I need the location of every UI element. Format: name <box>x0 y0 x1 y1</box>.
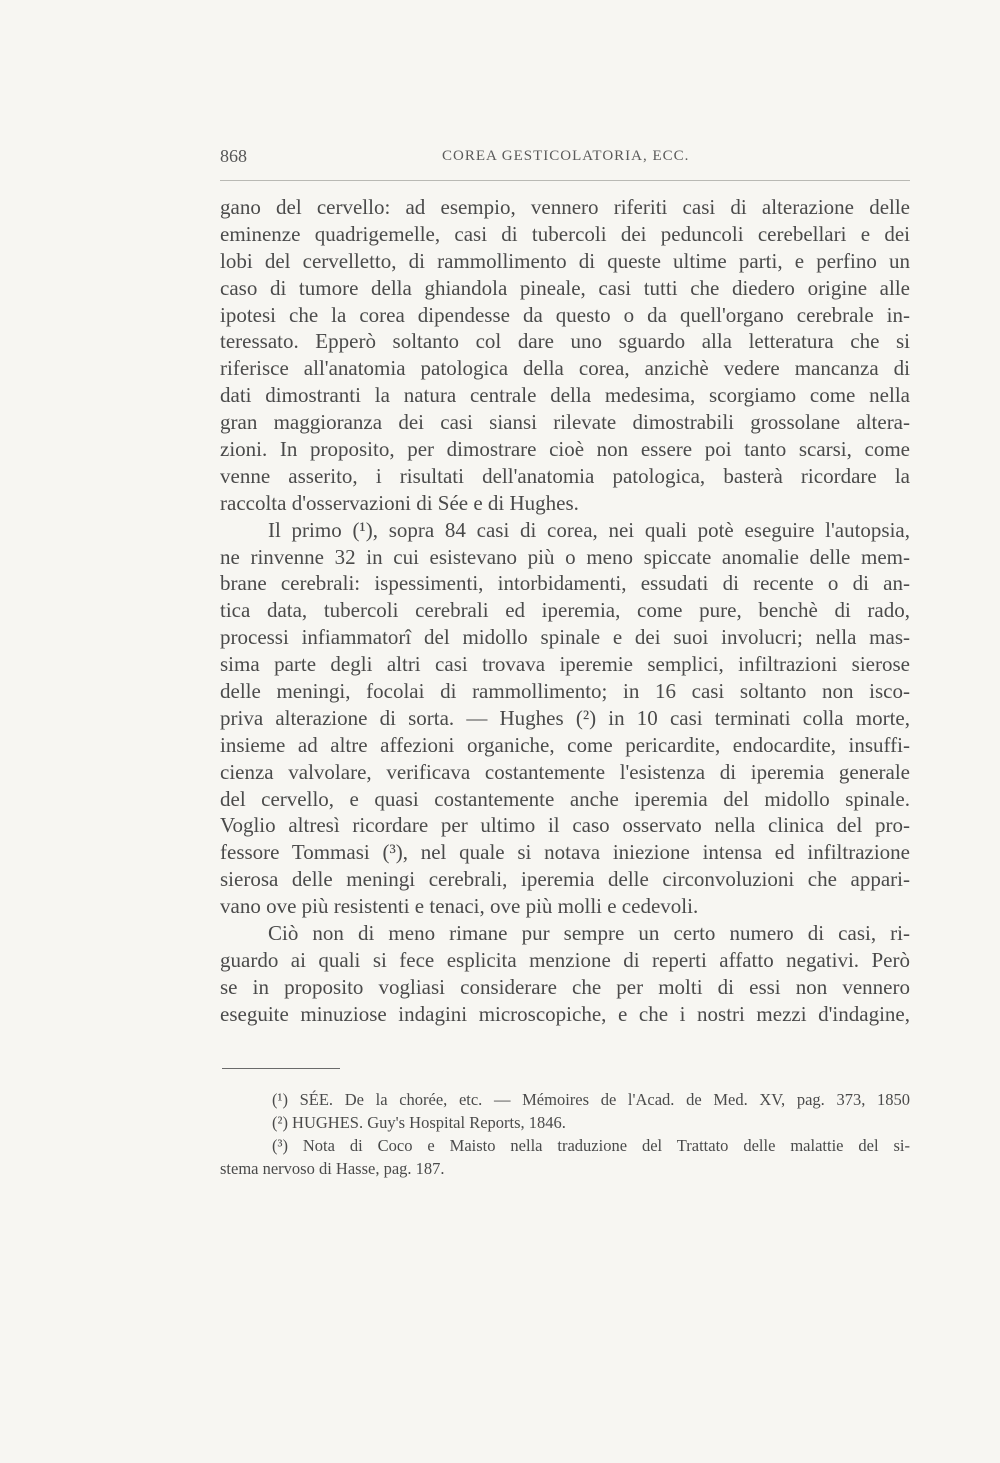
footnotes <box>220 1088 910 1180</box>
text-line: dati dimostranti la natura centrale della medesima, scorgiamo come nella <box>220 383 910 408</box>
text-line: venne asserito, i risultati dell'anatomia patologica, basterà ricordare la <box>220 463 910 488</box>
text-line: caso di tumore della ghiandola pineale, casi tutti che diedero origine alle <box>220 275 910 300</box>
text-line: brane cerebrali: ispessimenti, intorbidamenti, essudati di recente o di an- <box>220 571 910 596</box>
footnote-continuation: stema nervoso di Hasse, pag. 187. <box>220 1159 445 1178</box>
text-line: fessore Tommasi (³), nel quale si notava iniezione intensa ed infiltrazione <box>220 840 910 865</box>
text-line: ne rinvenne 32 in cui esistevano più o meno spiccate anomalie delle mem- <box>220 544 910 569</box>
text-line: Ciò non di meno rimane pur sempre un certo numero di casi, ri- <box>268 921 910 946</box>
text-line: guardo ai quali si fece esplicita menzione di reperti affatto negativi. Però <box>220 947 910 972</box>
text-line: vano ove più resistenti e tenaci, ove più molli e cedevoli. <box>220 894 699 919</box>
text-line: sierosa delle meningi cerebrali, iperemia delle circonvoluzioni che appari- <box>220 867 910 892</box>
body-text <box>220 194 910 1028</box>
page-header <box>220 146 910 181</box>
text-line: Voglio altresì ricordare per ultimo il caso osservato nella clinica del pro- <box>220 813 910 838</box>
text-line: riferisce all'anatomia patologica della corea, anzichè vedere mancanza di <box>220 356 910 381</box>
text-line: sima parte degli altri casi trovava iperemie semplici, infiltrazioni sierose <box>220 652 910 677</box>
text-line: eminenze quadrigemelle, casi di tubercoli dei peduncoli cerebellari e dei <box>220 221 910 246</box>
text-line: se in proposito vogliasi considerare che per molti di essi non vennero <box>220 974 910 999</box>
page-number: 868 <box>220 146 247 166</box>
footnote: (¹) SÉE. De la chorée, etc. — Mémoires de l'Acad. de Med. XV, pag. 373, 1850 <box>272 1090 910 1109</box>
text-line: gano del cervello: ad esempio, vennero riferiti casi di alterazione delle <box>220 195 910 219</box>
text-line: cienza valvolare, verificava costantemente l'esistenza di iperemia generale <box>220 759 910 784</box>
text-line: delle meningi, focolai di rammollimento; in 16 casi soltanto non isco- <box>220 679 910 704</box>
text-line: tica data, tubercoli cerebrali ed iperemia, come pure, benchè di rado, <box>220 598 910 623</box>
text-line: gran maggioranza dei casi siansi rilevate dimostrabili grossolane altera- <box>220 410 910 435</box>
text-line: eseguite minuziose indagini microscopiche, e che i nostri mezzi d'indagine, <box>220 1001 910 1026</box>
footnote: (²) HUGHES. Guy's Hospital Reports, 1846. <box>272 1113 566 1132</box>
text-line: priva alterazione di sorta. — Hughes (²) in 10 casi terminati colla morte, <box>220 705 910 730</box>
text-line: ipotesi che la corea dipendesse da questo o da quell'organo cerebrale in- <box>220 302 910 327</box>
text-line: insieme ad altre affezioni organiche, come pericardite, endocardite, insuffi- <box>220 732 910 757</box>
text-line: teressato. Epperò soltanto col dare uno sguardo alla letteratura che si <box>220 329 910 354</box>
footnote-divider <box>222 1068 340 1069</box>
footnote: (³) Nota di Coco e Maisto nella traduzione del Trattato delle malattie del si- <box>272 1136 910 1155</box>
text-line: Il primo (¹), sopra 84 casi di corea, nei quali potè eseguire l'autopsia, <box>268 517 910 542</box>
text-line: del cervello, e quasi costantemente anche iperemia del midollo spinale. <box>220 786 910 811</box>
text-line: processi infiammatorî del midollo spinale e dei suoi involucri; nella mas- <box>220 625 910 650</box>
running-title: COREA GESTICOLATORIA, ECC. <box>442 148 690 164</box>
text-line: zioni. In proposito, per dimostrare cioè non essere poi tanto scarsi, come <box>220 437 910 462</box>
text-line: raccolta d'osservazioni di Sée e di Hughes. <box>220 490 579 515</box>
text-line: lobi del cervelletto, di rammollimento di queste ultime parti, e perfino un <box>220 248 910 273</box>
